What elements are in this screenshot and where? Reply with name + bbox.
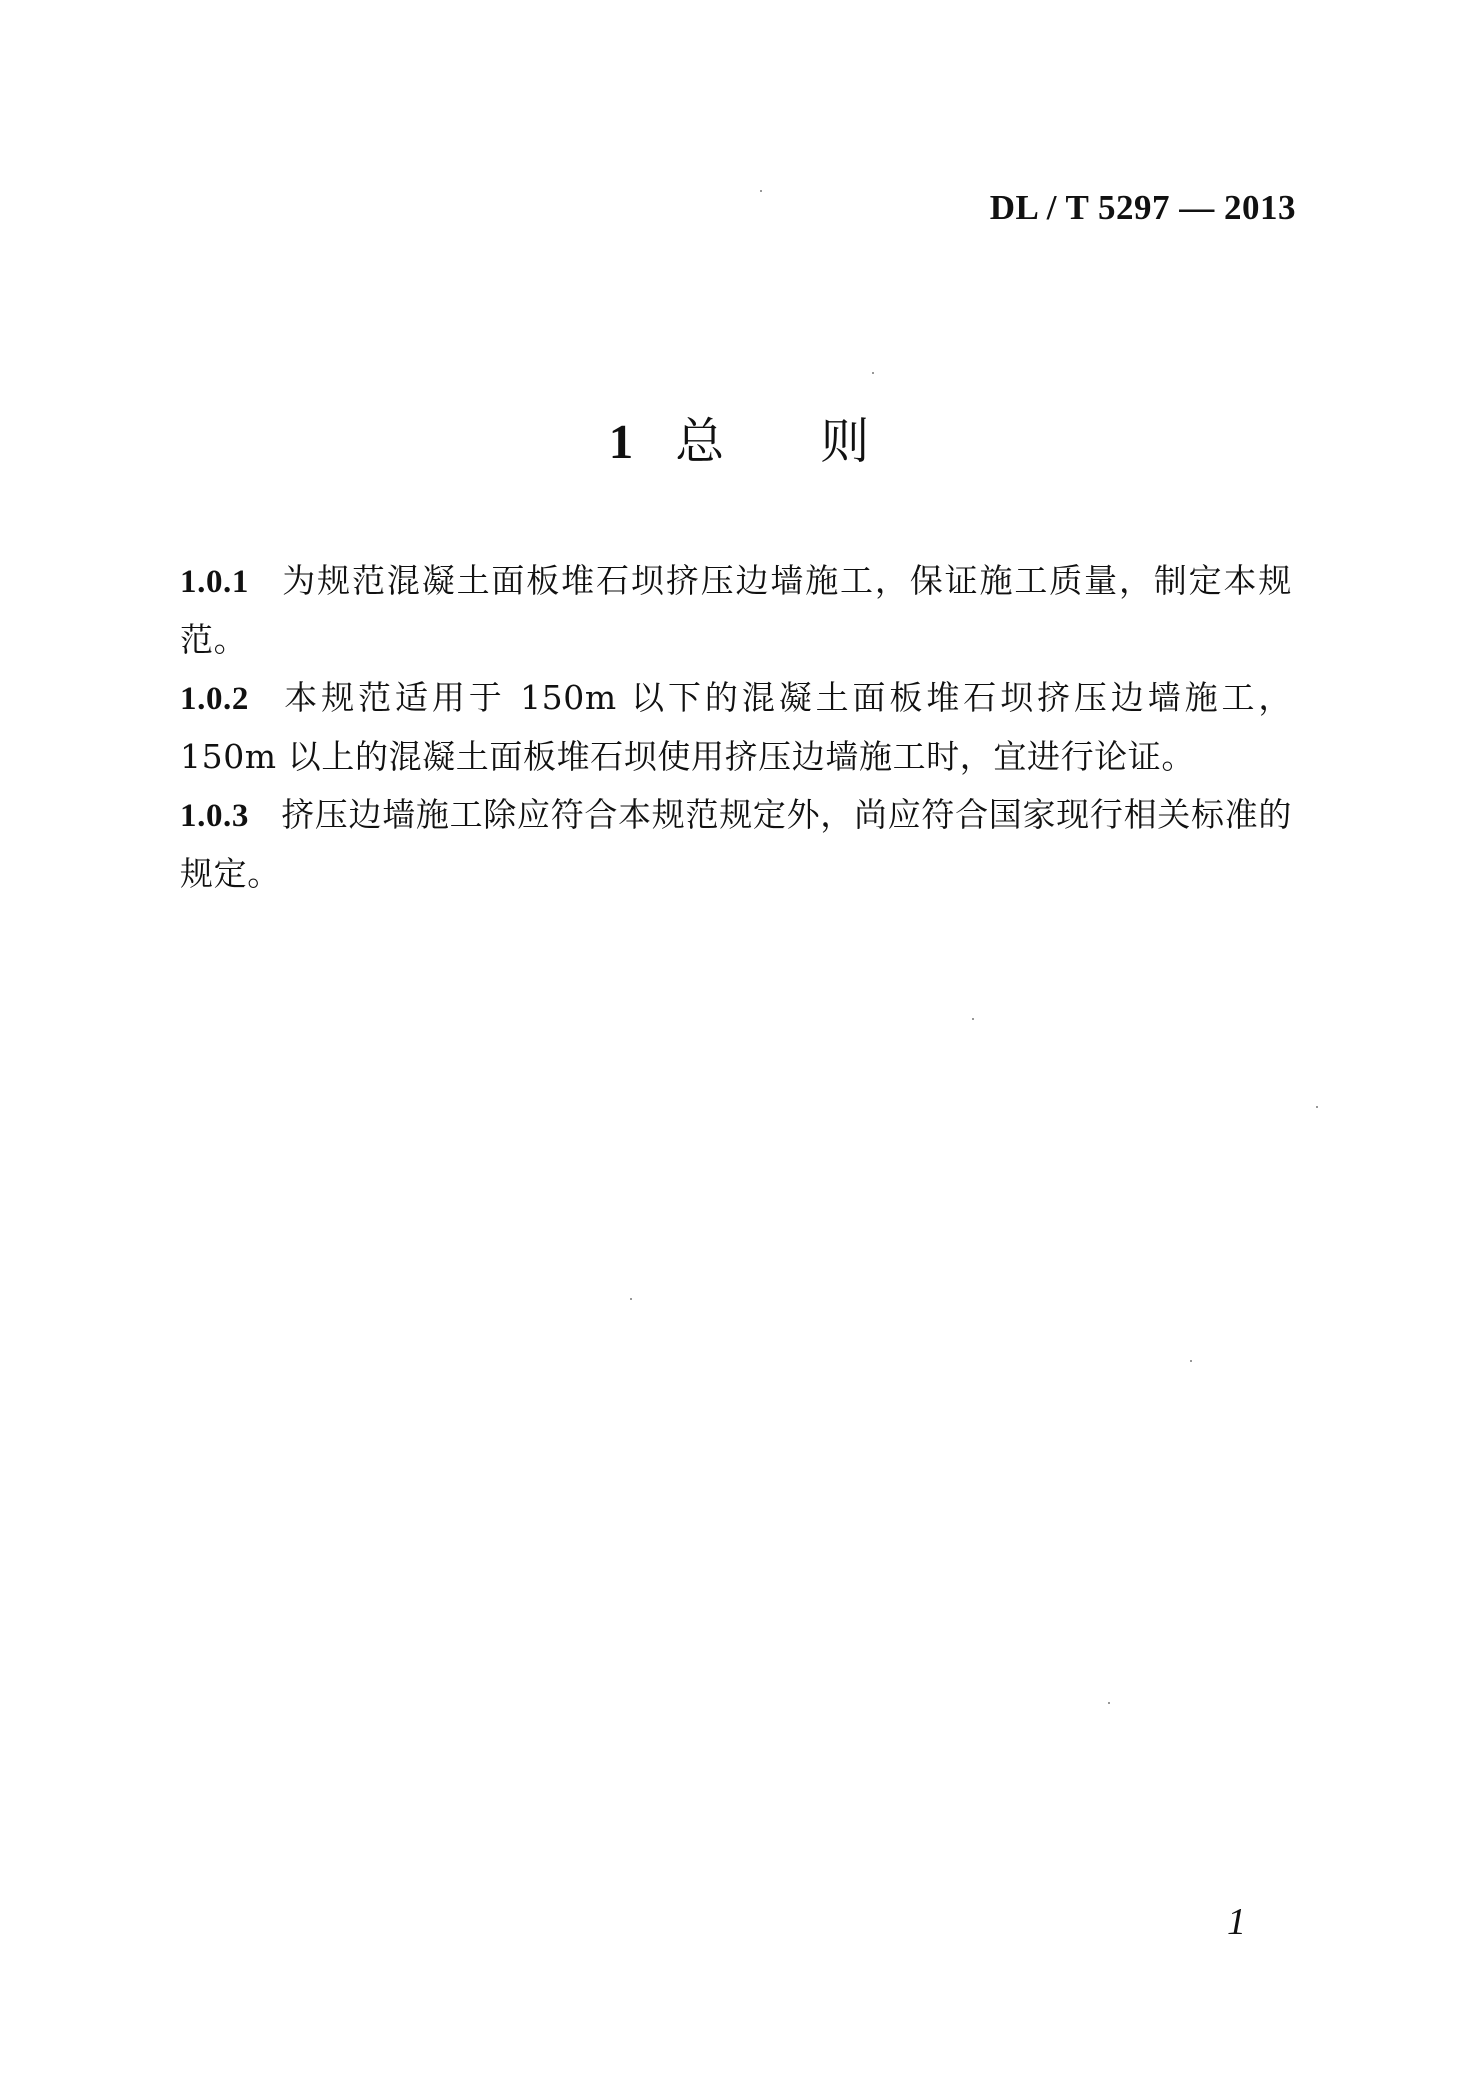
clause-list	[180, 552, 1292, 903]
clause-1-0-2	[180, 669, 1292, 786]
clause-text: 为规范混凝土面板堆石坝挤压边墙施工，保证施工质量，制定本规范。	[180, 561, 1292, 659]
scan-speck	[630, 1298, 632, 1300]
scan-speck	[760, 190, 762, 192]
scan-speck	[1316, 1106, 1318, 1108]
clause-number: 1.0.2	[180, 681, 249, 717]
clause-1-0-3	[180, 786, 1292, 903]
chapter-title-char-2: 则	[820, 413, 870, 470]
chapter-title	[0, 412, 1478, 472]
clause-number: 1.0.1	[180, 564, 249, 600]
scan-speck	[972, 1018, 974, 1020]
scan-speck	[1190, 1360, 1192, 1362]
clause-text: 本规范适用于 150m 以下的混凝土面板堆石坝挤压边墙施工，150m 以上的混凝土面板堆石坝使用挤压边墙施工时，宜进行论证。	[180, 678, 1292, 776]
scan-speck	[1108, 1702, 1110, 1704]
page-number: 1	[1227, 1901, 1246, 1943]
clause-1-0-1	[180, 552, 1292, 669]
clause-number: 1.0.3	[180, 798, 249, 834]
scan-speck	[872, 372, 874, 374]
clause-text: 挤压边墙施工除应符合本规范规定外，尚应符合国家现行相关标准的规定。	[180, 795, 1292, 893]
standard-code: DL / T 5297 — 2013	[989, 188, 1296, 227]
chapter-title-char-1: 总	[675, 413, 725, 470]
chapter-number: 1	[608, 414, 634, 469]
